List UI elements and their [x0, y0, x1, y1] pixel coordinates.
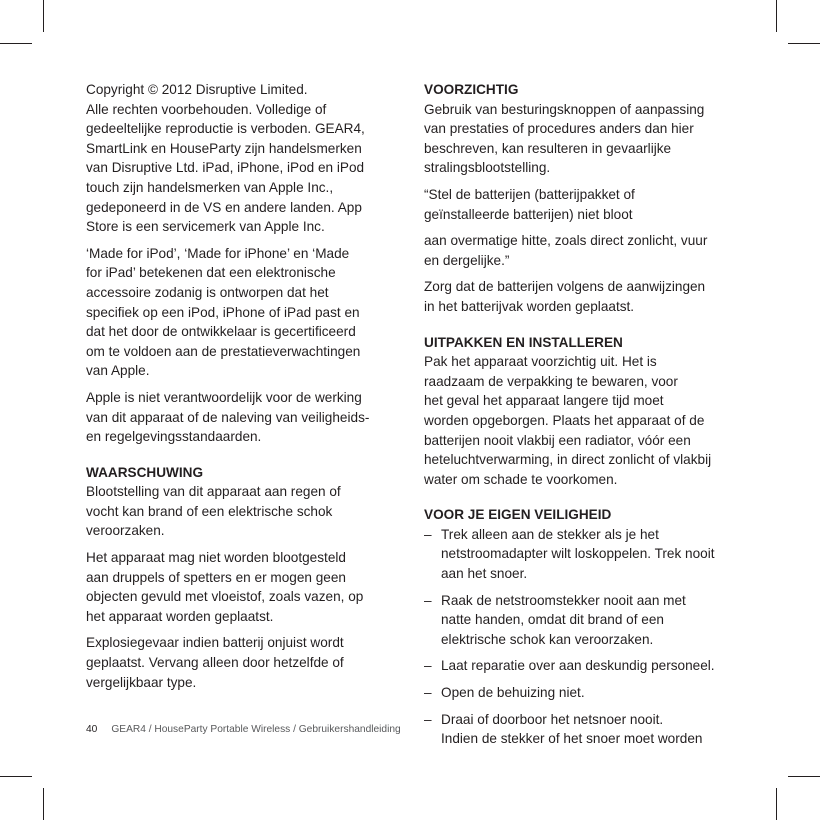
list-item [424, 710, 740, 749]
dash-bullet: – [424, 711, 432, 727]
list-item [424, 525, 740, 584]
crop-mark-top-left [43, 0, 44, 32]
list-item [424, 683, 740, 703]
warning-heading: WAARSCHUWING [86, 464, 204, 480]
safety-item-text: Raak de netstroomstekker nooit aan met natte handen, omdat dit brand of een elektrische schok kan veroorzaken. [441, 592, 686, 647]
caution-battery-quote-1: “Stel de batterijen (batterijpakket of geïnstalleerde batterijen) niet bloot [424, 186, 635, 222]
crop-mark-top-right [776, 0, 777, 32]
crop-mark-bottom-right [776, 788, 777, 820]
apple-disclaimer: Apple is niet verantwoordelijk voor de werking van dit apparaat of de naleving van veiligheids- en regelgevingsstandaarden. [86, 389, 370, 445]
dash-bullet: – [424, 526, 432, 542]
page-number: 40 [86, 724, 98, 735]
safety-item-text: Draai of doorboor het netsnoer nooit. Indien de stekker of het snoer moet worden [441, 711, 703, 747]
dash-bullet: – [424, 658, 432, 674]
safety-item-text: Laat reparatie over aan deskundig personeel. [441, 658, 715, 674]
crop-mark-top-left [0, 43, 32, 44]
made-for-apple-notice: ‘Made for iPod’, ‘Made for iPhone’ en ‘Made for iPad’ betekenen dat een elektronische accessoire zodanig is ontworpen dat het specifiek op een iPod, iPhone of iPad past en dat het door de ontwikkelaar is gecertificeerd om te voldoen aan de prestatieverwachtingen van Apple. [86, 245, 361, 379]
unpack-heading: UITPAKKEN EN INSTALLEREN [424, 334, 623, 350]
left-column [86, 80, 398, 699]
warning-liquids: Het apparaat mag niet worden blootgesteld aan druppels of spetters en er mogen geen objecten gevuld met vloeistof, zoals vazen, op het apparaat worden geplaatst. [86, 550, 364, 624]
dash-bullet: – [424, 685, 432, 701]
caution-heading: VOORZICHTIG [424, 82, 519, 97]
caution-battery-quote-2: aan overmatige hitte, zoals direct zonlicht, vuur en dergelijke.” [424, 233, 708, 268]
caution-controls: Gebruik van besturingsknoppen of aanpassing van prestaties of procedures anders dan hier beschreven, kan resulteren in gevaarlijke stralingsblootstelling. [424, 101, 705, 176]
copyright-notice: Copyright © 2012 Disruptive Limited. Alle rechten voorbehouden. Volledige of gedeeltelijke reproductie is verboden. GEAR4, SmartLink en HouseParty zijn handelsmerken van Disruptive Ltd. iPad, iPhone, iPod en iPod touch zijn handelsmerken van Apple Inc., gedeponeerd in de VS en andere landen. App Store is een servicemerk van Apple Inc. [86, 82, 365, 235]
safety-list [424, 525, 740, 749]
caution-battery-placement: Zorg dat de batterijen volgens de aanwijzingen in het batterijvak worden geplaatst. [424, 279, 706, 314]
crop-mark-bottom-left [0, 776, 32, 777]
running-title: GEAR4 / HouseParty Portable Wireless / Gebruikershandleiding [111, 724, 401, 735]
safety-item-text: Open de behuizing niet. [441, 685, 585, 701]
list-item [424, 591, 740, 650]
list-item [424, 656, 740, 676]
unpack-body: Pak het apparaat voorzichtig uit. Het is raadzaam de verpakking te bewaren, voor het geval het apparaat langere tijd moet worden opgeborgen. Plaats het apparaat of de batterijen nooit vlakbij een radiator, vóór een heteluchtverwarming, in direct zonlicht of vlakbij water om schade te voorkomen. [424, 354, 712, 487]
crop-mark-bottom-right [788, 776, 820, 777]
crop-mark-top-right [788, 43, 820, 44]
right-column [424, 80, 740, 756]
dash-bullet: – [424, 592, 432, 608]
warning-battery-explosion: Explosiegevaar indien batterij onjuist wordt geplaatst. Vervang alleen door hetzelfde of vergelijkbaar type. [86, 635, 344, 690]
crop-mark-bottom-left [43, 788, 44, 820]
safety-item-text: Trek alleen aan de stekker als je het netstroomadapter wilt loskoppelen. Trek nooit aan het snoer. [441, 526, 715, 582]
warning-rain-moisture: Blootstelling van dit apparaat aan regen of vocht kan brand of een elektrische schok veroorzaken. [86, 484, 341, 539]
safety-heading: VOOR JE EIGEN VEILIGHEID [424, 507, 612, 523]
page-footer [86, 724, 401, 735]
